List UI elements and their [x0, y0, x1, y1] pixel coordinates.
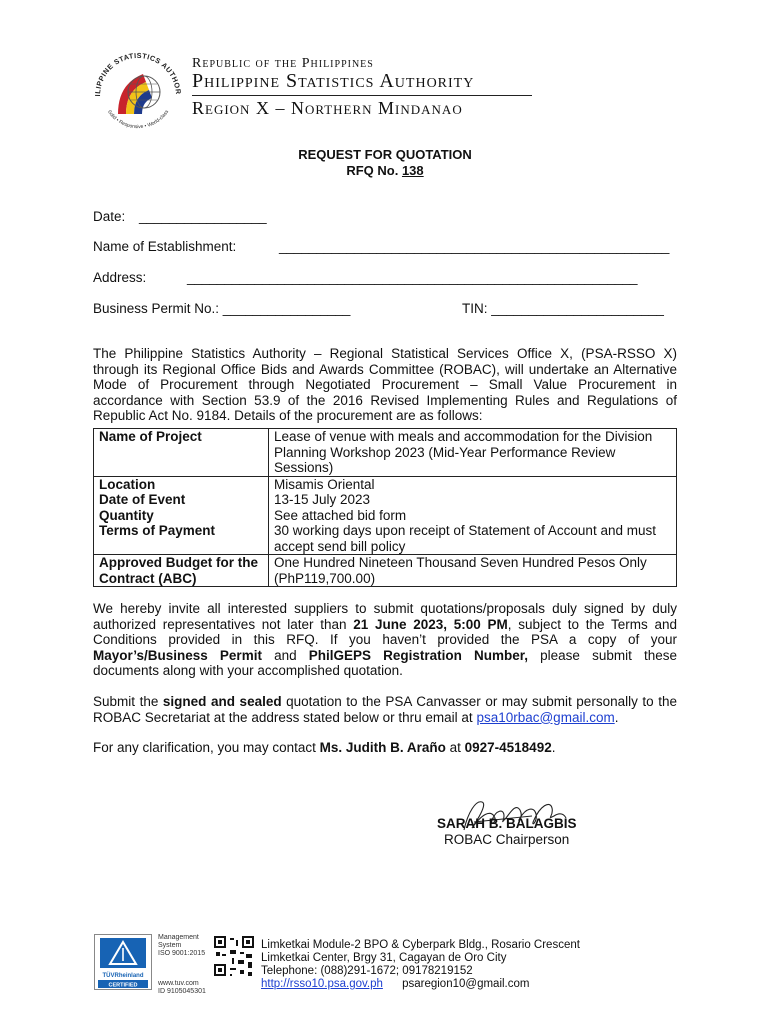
tuv-certified: CERTIFIED [108, 982, 138, 989]
tin-field [462, 301, 664, 316]
permit-label: Business Permit No.: [93, 301, 223, 316]
footer-email: psaregion10@gmail.com [402, 978, 530, 990]
table-row [94, 492, 677, 508]
contact-paragraph [93, 740, 677, 756]
website-link[interactable]: http://rsso10.psa.gov.ph [261, 978, 383, 990]
cert-line-2: System [158, 942, 182, 949]
location-label: Location [94, 476, 269, 492]
management-system-text [158, 934, 206, 996]
mayors-permit: Mayor’s/Business Permit [93, 647, 262, 663]
address-blank: ____________________________________________________________ [187, 270, 638, 285]
tuv-id: ID 9105045301 [158, 988, 206, 995]
signed-sealed: signed and sealed [162, 694, 282, 709]
contact-phone: 0927-4518492 [464, 740, 552, 755]
project-value: Lease of venue with meals and accommodation for the Division Planning Workshop 2023 (Mid-Year Performance Review Sessions) [269, 429, 677, 477]
rfq-prefix: RFQ No. [346, 163, 402, 178]
quantity-value: See attached bid form [269, 508, 677, 524]
rfq-number-line [0, 163, 770, 178]
procurement-details-table [93, 428, 677, 587]
logo-ring-bottom-text: Solid • Responsive • World-class [105, 109, 171, 131]
tin-blank: _______________________ [491, 301, 664, 316]
submit-paragraph [93, 694, 677, 725]
tuv-certification-badge [94, 934, 152, 990]
address-label: Address: [93, 270, 147, 285]
contact-text-3: . [551, 740, 556, 755]
invitation-paragraph [93, 601, 677, 679]
document-title: REQUEST FOR QUOTATION [298, 147, 472, 162]
philgeps-number: PhilGEPS Registration Number, [308, 647, 529, 663]
tuv-brand: TÜVRheinland [102, 973, 144, 979]
invite-text-3: please submit these documents along with your accomplished quotation. [93, 647, 677, 679]
permit-field [93, 301, 350, 316]
date-field [93, 209, 267, 224]
cert-line-3: ISO 9001:2015 [158, 950, 206, 957]
robac-email-link[interactable]: psa10rbac@gmail.com [476, 709, 615, 725]
establishment-blank: ____________________________________________________ [279, 239, 670, 254]
table-row [94, 555, 677, 587]
invite-text-1: We hereby invite all interested suppliers to submit quotations/proposals duly signed by duly authorized representatives not later than [93, 601, 677, 632]
contact-text-2: at [445, 740, 465, 755]
abc-label: Approved Budget for the Contract (ABC) [94, 555, 269, 587]
signatory-role: ROBAC Chairperson [444, 832, 570, 847]
table-row [94, 523, 677, 555]
header-divider [192, 95, 532, 96]
qr-code [212, 934, 256, 978]
event-date-label: Date of Event [94, 492, 269, 508]
date-blank: _________________ [139, 209, 267, 224]
table-row [94, 429, 677, 477]
invite-and: and [261, 647, 309, 663]
logo-ring-top-text: ILIPPINE STATISTICS AUTHOR [92, 50, 184, 97]
submit-text-3: . [614, 709, 619, 725]
tin-label: TIN: [462, 301, 492, 316]
header-region: Region X – Northern Mindanao [192, 98, 463, 118]
header-republic: Republic of the Philippines [192, 56, 374, 71]
footer-phone: Telephone: (088)291-1672; 09178219152 [261, 965, 473, 977]
footer-address-1: Limketkai Module-2 BPO & Cyberpark Bldg., Rosario Crescent [261, 939, 580, 951]
invite-text-2: , subject to the Terms and Conditions provided in this RFQ. If you haven’t provided the PSA a copy of your [93, 616, 677, 648]
date-label: Date: [93, 209, 126, 224]
permit-blank: _________________ [222, 301, 351, 316]
submit-text-1: Submit the [93, 694, 163, 709]
signatory-name: SARAH B. BALAGBIS [437, 816, 577, 831]
cert-line-1: Management [158, 934, 199, 941]
establishment-label: Name of Establishment: [93, 239, 237, 254]
contact-name: Ms. Judith B. Araño [319, 740, 446, 755]
table-row [94, 508, 677, 524]
footer-web-line [261, 978, 529, 990]
location-value: Misamis Oriental [269, 476, 677, 492]
terms-value: 30 working days upon receipt of Statement of Account and must accept send bill policy [269, 523, 677, 555]
submit-text-2: quotation to the PSA Canvasser or may submit personally to the ROBAC Secretariat at the address stated below or thru email at [93, 694, 677, 725]
event-date-value: 13-15 July 2023 [269, 492, 677, 508]
table-row [94, 476, 677, 492]
contact-text-1: For any clarification, you may contact [93, 740, 320, 755]
footer-address-2: Limketkai Center, Brgy 31, Cagayan de Oro City [261, 952, 507, 964]
rfq-number: 138 [401, 163, 424, 178]
abc-value: One Hundred Nineteen Thousand Seven Hundred Pesos Only (PhP119,700.00) [269, 555, 677, 587]
intro-paragraph: The Philippine Statistics Authority – Regional Statistical Services Office X, (PSA-RSSO X) through its Regional Office Bids and Awards Committee (ROBAC), will undertake an Alternative Mode of Procurement through Negotiated Procurement – Small Value Procurement in accordance with Section 53.9 of the 2016 Revised Implementing Rules and Regulations of Republic Act No. 9184. Details of the procurement are as follows: [93, 346, 677, 424]
tuv-site: www.tuv.com [158, 980, 199, 987]
header-agency: Philippine Statistics Authority [192, 70, 475, 92]
psa-logo [88, 44, 188, 144]
project-label: Name of Project [94, 429, 269, 477]
terms-label: Terms of Payment [94, 523, 269, 555]
deadline: 21 June 2023, 5:00 PM [353, 616, 508, 632]
quantity-label: Quantity [94, 508, 269, 524]
